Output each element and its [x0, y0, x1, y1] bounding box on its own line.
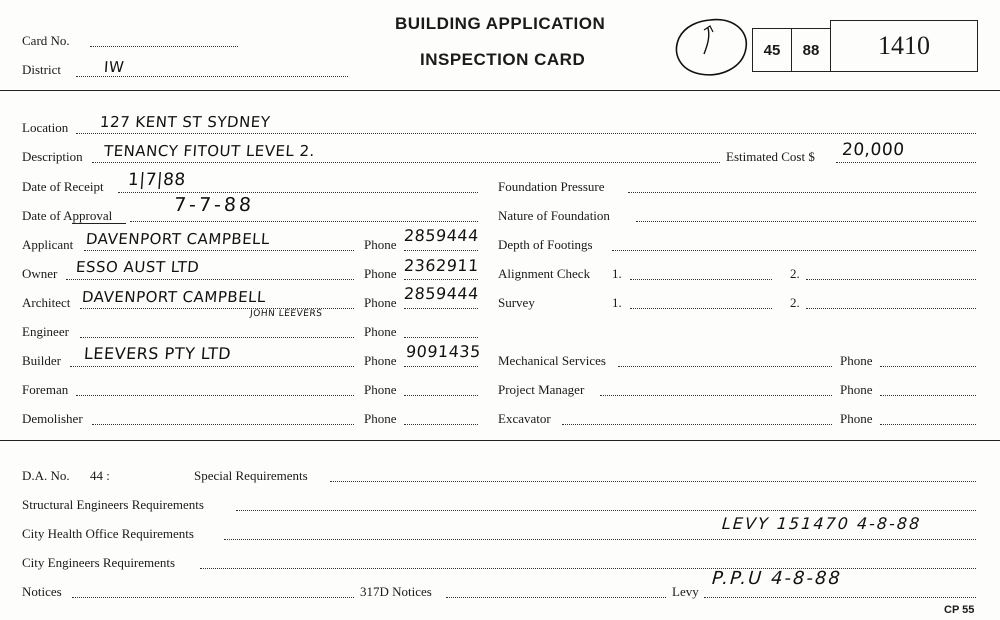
notices-line [72, 597, 354, 598]
district-value: IW [103, 58, 125, 76]
survey-one-label: 1. [612, 295, 622, 310]
description-value: TENANCY FITOUT LEVEL 2. [103, 142, 316, 160]
description-label: Description [22, 149, 83, 164]
notices-317d-line [446, 597, 666, 598]
district-line [76, 76, 348, 77]
owner-line [66, 279, 354, 280]
depth-footings-label: Depth of Footings [498, 237, 593, 252]
city-eng-label: City Engineers Requirements [22, 555, 176, 570]
demolisher-label: Demolisher [22, 411, 83, 426]
city-eng-line [200, 568, 976, 569]
architect-value: DAVENPORT CAMPBELL [81, 288, 267, 306]
project-manager-line [600, 395, 832, 396]
builder-label: Builder [22, 353, 61, 368]
architect-note: JOHN LEEVERS [249, 309, 323, 319]
location-value: 127 KENT ST SYDNEY [99, 113, 272, 131]
excavator-line [562, 424, 832, 425]
foundation-pressure-line [628, 192, 976, 193]
date-receipt-line [118, 192, 478, 193]
alignment-two-line [806, 279, 976, 280]
mechanical-phone-label: Phone [840, 353, 873, 368]
district-label: District [22, 62, 61, 77]
handwritten-circle-mark [670, 14, 752, 80]
foundation-pressure-label: Foundation Pressure [498, 179, 605, 194]
health-line [224, 539, 976, 540]
architect-phone-value: 2859444 [403, 284, 480, 303]
estimated-cost-label: Estimated Cost $ [726, 149, 815, 164]
demolisher-line [92, 424, 354, 425]
levy-line [704, 597, 976, 598]
notices-label: Notices [22, 584, 62, 599]
survey-label: Survey [498, 295, 535, 310]
levy-value: P.P.U 4-8-88 [711, 568, 843, 589]
date-receipt-label: Date of Receipt [22, 179, 104, 194]
card-no-line [90, 46, 238, 47]
applicant-phone-value: 2859444 [403, 226, 480, 245]
da-value: 44 : [90, 468, 110, 483]
footer-divider [0, 440, 1000, 441]
builder-phone-line [404, 366, 478, 367]
alignment-check-label: Alignment Check [498, 266, 591, 281]
builder-phone-value: 9091435 [405, 342, 482, 361]
mechanical-line [618, 366, 832, 367]
health-label: City Health Office Requirements [22, 526, 194, 541]
architect-label: Architect [22, 295, 71, 310]
builder-line [70, 366, 354, 367]
engineer-label: Engineer [22, 324, 69, 339]
owner-value: ESSO AUST LTD [75, 258, 200, 276]
architect-phone-line [404, 308, 478, 309]
demolisher-phone-line [404, 424, 478, 425]
structural-label: Structural Engineers Requirements [22, 497, 204, 512]
special-req-label: Special Requirements [194, 468, 308, 483]
applicant-label: Applicant [22, 237, 74, 252]
alignment-one-label: 1. [612, 266, 622, 281]
card-no-label: Card No. [22, 33, 70, 48]
foreman-phone-label: Phone [364, 382, 397, 397]
survey-two-label: 2. [790, 295, 800, 310]
project-manager-label: Project Manager [498, 382, 585, 397]
alignment-two-label: 2. [790, 266, 800, 281]
health-value: LEVY 151470 4-8-88 [721, 514, 922, 533]
nature-foundation-label: Nature of Foundation [498, 208, 610, 223]
description-line [92, 162, 720, 163]
owner-phone-line [404, 279, 478, 280]
approval-underline [72, 223, 126, 224]
owner-label: Owner [22, 266, 58, 281]
structural-line [236, 510, 976, 511]
levy-label: Levy [672, 584, 699, 599]
foreman-line [76, 395, 354, 396]
demolisher-phone-label: Phone [364, 411, 397, 426]
header-divider [0, 90, 1000, 91]
location-line [76, 133, 976, 134]
survey-one-line [630, 308, 772, 309]
date-receipt-value: 1|7|88 [127, 170, 187, 190]
project-manager-phone-line [880, 395, 976, 396]
applicant-phone-line [404, 250, 478, 251]
date-approval-label: Date of Approval [22, 208, 113, 223]
project-manager-phone-label: Phone [840, 382, 873, 397]
card-number-box: 1410 [830, 20, 978, 72]
date-approval-value: 7-7-88 [173, 194, 255, 216]
da-label: D.A. No. [22, 468, 70, 483]
engineer-phone-line [404, 337, 478, 338]
owner-phone-value: 2362911 [403, 256, 480, 275]
location-label: Location [22, 120, 69, 135]
builder-value: LEEVERS PTY LTD [83, 344, 232, 363]
title-line2: INSPECTION CARD [420, 50, 586, 69]
estimated-cost-value: 20,000 [841, 140, 906, 160]
survey-two-line [806, 308, 976, 309]
applicant-line [84, 250, 354, 251]
alignment-one-line [630, 279, 772, 280]
date-approval-line [130, 221, 478, 222]
notices-317d-label: 317D Notices [360, 584, 432, 599]
engineer-phone-label: Phone [364, 324, 397, 339]
excavator-phone-label: Phone [840, 411, 873, 426]
mechanical-phone-line [880, 366, 976, 367]
applicant-phone-label: Phone [364, 237, 397, 252]
mechanical-label: Mechanical Services [498, 353, 606, 368]
card-box-45: 45 [752, 28, 792, 72]
special-req-line [330, 481, 976, 482]
excavator-label: Excavator [498, 411, 551, 426]
applicant-value: DAVENPORT CAMPBELL [85, 230, 271, 248]
nature-foundation-line [636, 221, 976, 222]
title-line1: BUILDING APPLICATION [395, 14, 606, 33]
foreman-label: Foreman [22, 382, 69, 397]
owner-phone-label: Phone [364, 266, 397, 281]
estimated-cost-line [836, 162, 976, 163]
foreman-phone-line [404, 395, 478, 396]
depth-footings-line [612, 250, 976, 251]
builder-phone-label: Phone [364, 353, 397, 368]
cp-code: CP 55 [944, 604, 975, 616]
card-box-88: 88 [791, 28, 831, 72]
engineer-line [80, 337, 354, 338]
excavator-phone-line [880, 424, 976, 425]
architect-phone-label: Phone [364, 295, 397, 310]
